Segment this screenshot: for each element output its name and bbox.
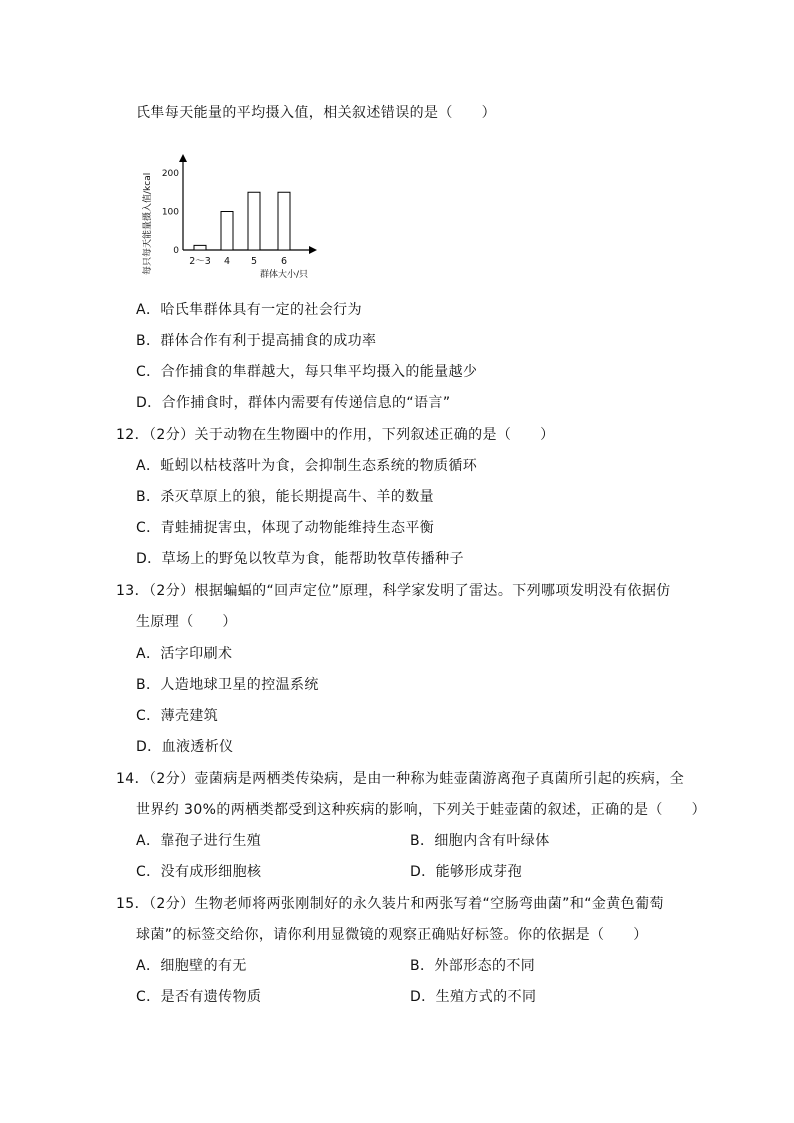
chart-bar [194, 245, 206, 250]
q12-option-d: D．草场上的野兔以牧草为食，能帮助牧草传播种子 [136, 551, 464, 567]
q14-option-b: B．细胞内含有叶绿体 [410, 833, 550, 849]
y-tick-label: 0 [173, 246, 179, 256]
q11-option-b: B．群体合作有利于提高捕食的成功率 [136, 333, 377, 349]
chart-ylabel: 每只每天能量摄入值/kcal [143, 172, 153, 275]
bar-chart [136, 140, 366, 290]
y-tick-label: 200 [161, 169, 179, 179]
q13-option-d: D．血液透析仪 [136, 739, 234, 755]
q12-option-b: B．杀灭草原上的狼，能长期提高牛、羊的数量 [136, 489, 435, 505]
q15-option-b: B．外部形态的不同 [410, 958, 536, 974]
x-axis-arrow [309, 246, 317, 254]
q15-stem-line1: 15．（2分）生物老师将两张刚制好的永久装片和两张写着“空肠弯曲菌”和“金黄色葡萄 [116, 896, 664, 912]
q13-stem-line2: 生原理（ ） [136, 614, 237, 630]
q13-stem-line1: 13．（2分）根据蝙蝠的“回声定位”原理，科学家发明了雷达。下列哪项发明没有依据仿 [116, 583, 671, 599]
chart-xlabel: 群体大小/只 [260, 270, 309, 280]
q15-option-c: C．是否有遗传物质 [136, 989, 262, 1005]
chart-bar [221, 212, 233, 251]
x-tick-label: 2～3 [189, 256, 211, 267]
chart-bar [248, 192, 260, 250]
q11-option-d: D．合作捕食时，群体内需要有传递信息的“语言” [136, 395, 451, 411]
q12-option-c: C．青蛙捕捉害虫，体现了动物能维持生态平衡 [136, 520, 435, 536]
q11-stem: 氏隼每天能量的平均摄入值，相关叙述错误的是（ ） [136, 105, 496, 121]
q14-option-d: D．能够形成芽孢 [410, 864, 522, 880]
chart-bar [278, 192, 290, 250]
q15-option-a: A．细胞壁的有无 [136, 958, 247, 974]
x-tick-label: 5 [250, 256, 258, 267]
q13-option-a: A．活字印刷术 [136, 646, 233, 662]
q13-option-b: B．人造地球卫星的控温系统 [136, 677, 319, 693]
q15-stem-line2: 球菌”的标签交给你，请你利用显微镜的观察正确贴好标签。你的依据是（ ） [136, 927, 648, 943]
q14-stem-line2: 世界约 30%的两栖类都受到这种疾病的影响，下列关于蛙壶菌的叙述，正确的是（ ） [136, 802, 706, 818]
q12-stem: 12．（2分）关于动物在生物圈中的作用，下列叙述正确的是（ ） [116, 427, 555, 443]
y-axis-arrow [179, 154, 187, 162]
q14-option-c: C．没有成形细胞核 [136, 864, 262, 880]
x-tick-label: 6 [280, 256, 288, 267]
q11-option-a: A．哈氏隼群体具有一定的社会行为 [136, 302, 362, 318]
x-tick-label: 4 [223, 256, 231, 267]
q11-option-c: C．合作捕食的隼群越大，每只隼平均摄入的能量越少 [136, 364, 478, 380]
q14-stem-line1: 14．（2分）壶菌病是两栖类传染病，是由一种称为蛙壶菌游离孢子真菌所引起的疾病，全 [116, 771, 685, 787]
q14-option-a: A．靠孢子进行生殖 [136, 833, 262, 849]
q15-option-d: D．生殖方式的不同 [410, 989, 537, 1005]
q13-option-c: C．薄壳建筑 [136, 708, 219, 724]
q12-option-a: A．蚯蚓以枯枝落叶为食，会抑制生态系统的物质循环 [136, 458, 478, 474]
y-tick-label: 100 [161, 207, 179, 218]
